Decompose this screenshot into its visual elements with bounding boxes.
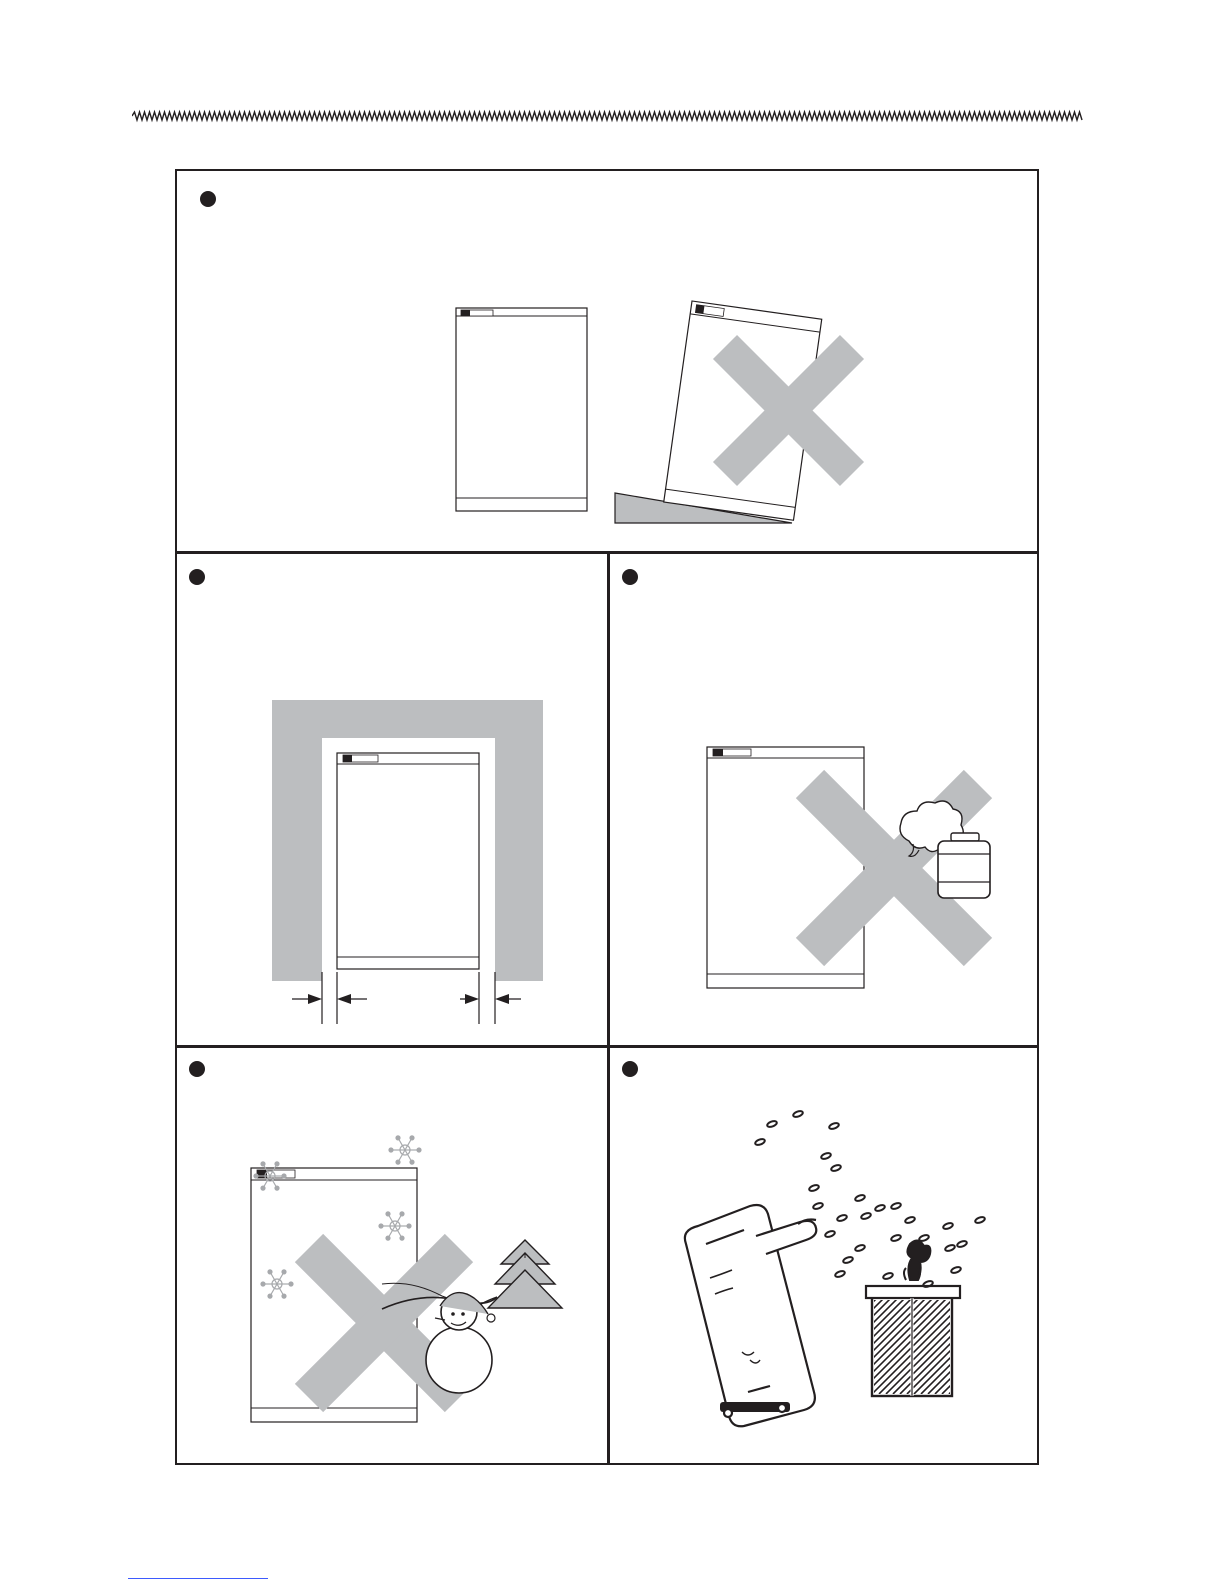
water-drops-group <box>754 1110 985 1288</box>
water-splash-illustration <box>610 1048 1038 1465</box>
arrow-right-icon <box>460 994 479 1004</box>
panel-cold-room <box>177 1048 607 1465</box>
water-drop-icon <box>944 1244 955 1252</box>
instructions-frame <box>175 169 1039 1465</box>
water-drop-icon <box>820 1152 831 1160</box>
water-drop-icon <box>828 1122 839 1130</box>
water-drop-icon <box>766 1120 777 1128</box>
water-drop-icon <box>812 1202 823 1210</box>
heat-gas-illustration <box>610 554 1038 1045</box>
water-drop-icon <box>808 1184 819 1192</box>
water-drop-icon <box>950 1266 961 1274</box>
fridge-sketch-icon <box>685 1205 816 1426</box>
fridge-icon <box>707 747 864 988</box>
vase-flower-icon <box>904 1240 930 1280</box>
arrow-left-icon <box>495 994 521 1004</box>
water-drop-icon <box>974 1216 985 1224</box>
water-drop-icon <box>874 1204 885 1212</box>
water-drop-icon <box>890 1202 901 1210</box>
footer-link-underline <box>128 1578 268 1579</box>
water-drop-icon <box>754 1138 765 1146</box>
water-drop-icon <box>904 1216 915 1224</box>
snowflake-icon <box>389 1136 421 1164</box>
water-drop-icon <box>918 1234 929 1242</box>
water-drop-icon <box>792 1110 803 1118</box>
arrow-right-icon <box>292 994 322 1004</box>
water-drop-icon <box>854 1194 865 1202</box>
water-drop-icon <box>842 1256 853 1264</box>
water-drop-icon <box>890 1234 901 1242</box>
upright-fridge-icon <box>456 308 587 511</box>
panel-water-splash <box>610 1048 1038 1465</box>
water-drop-icon <box>860 1212 871 1220</box>
header-wavy-rule <box>132 108 1084 124</box>
panel-level-floor <box>177 171 1037 551</box>
water-drop-icon <box>830 1164 841 1172</box>
gas-cylinder-icon <box>938 833 990 898</box>
panel-clearance <box>177 554 607 1045</box>
water-drop-icon <box>854 1244 865 1252</box>
fridge-in-niche-icon <box>337 753 479 969</box>
arrow-left-icon <box>337 994 367 1004</box>
water-drop-icon <box>956 1240 967 1248</box>
level-floor-illustration <box>177 171 1037 551</box>
water-drop-icon <box>882 1272 893 1280</box>
water-drop-icon <box>824 1230 835 1238</box>
cabinet-sketch-icon <box>774 1286 1038 1396</box>
pine-tree-icon <box>488 1240 562 1308</box>
clearance-illustration <box>177 554 607 1045</box>
snowman-icon <box>426 1293 495 1393</box>
cold-room-illustration <box>177 1048 607 1465</box>
water-drop-icon <box>942 1222 953 1230</box>
water-drop-icon <box>834 1270 845 1278</box>
panel-heat-gas <box>610 554 1038 1045</box>
water-drop-icon <box>836 1214 847 1222</box>
